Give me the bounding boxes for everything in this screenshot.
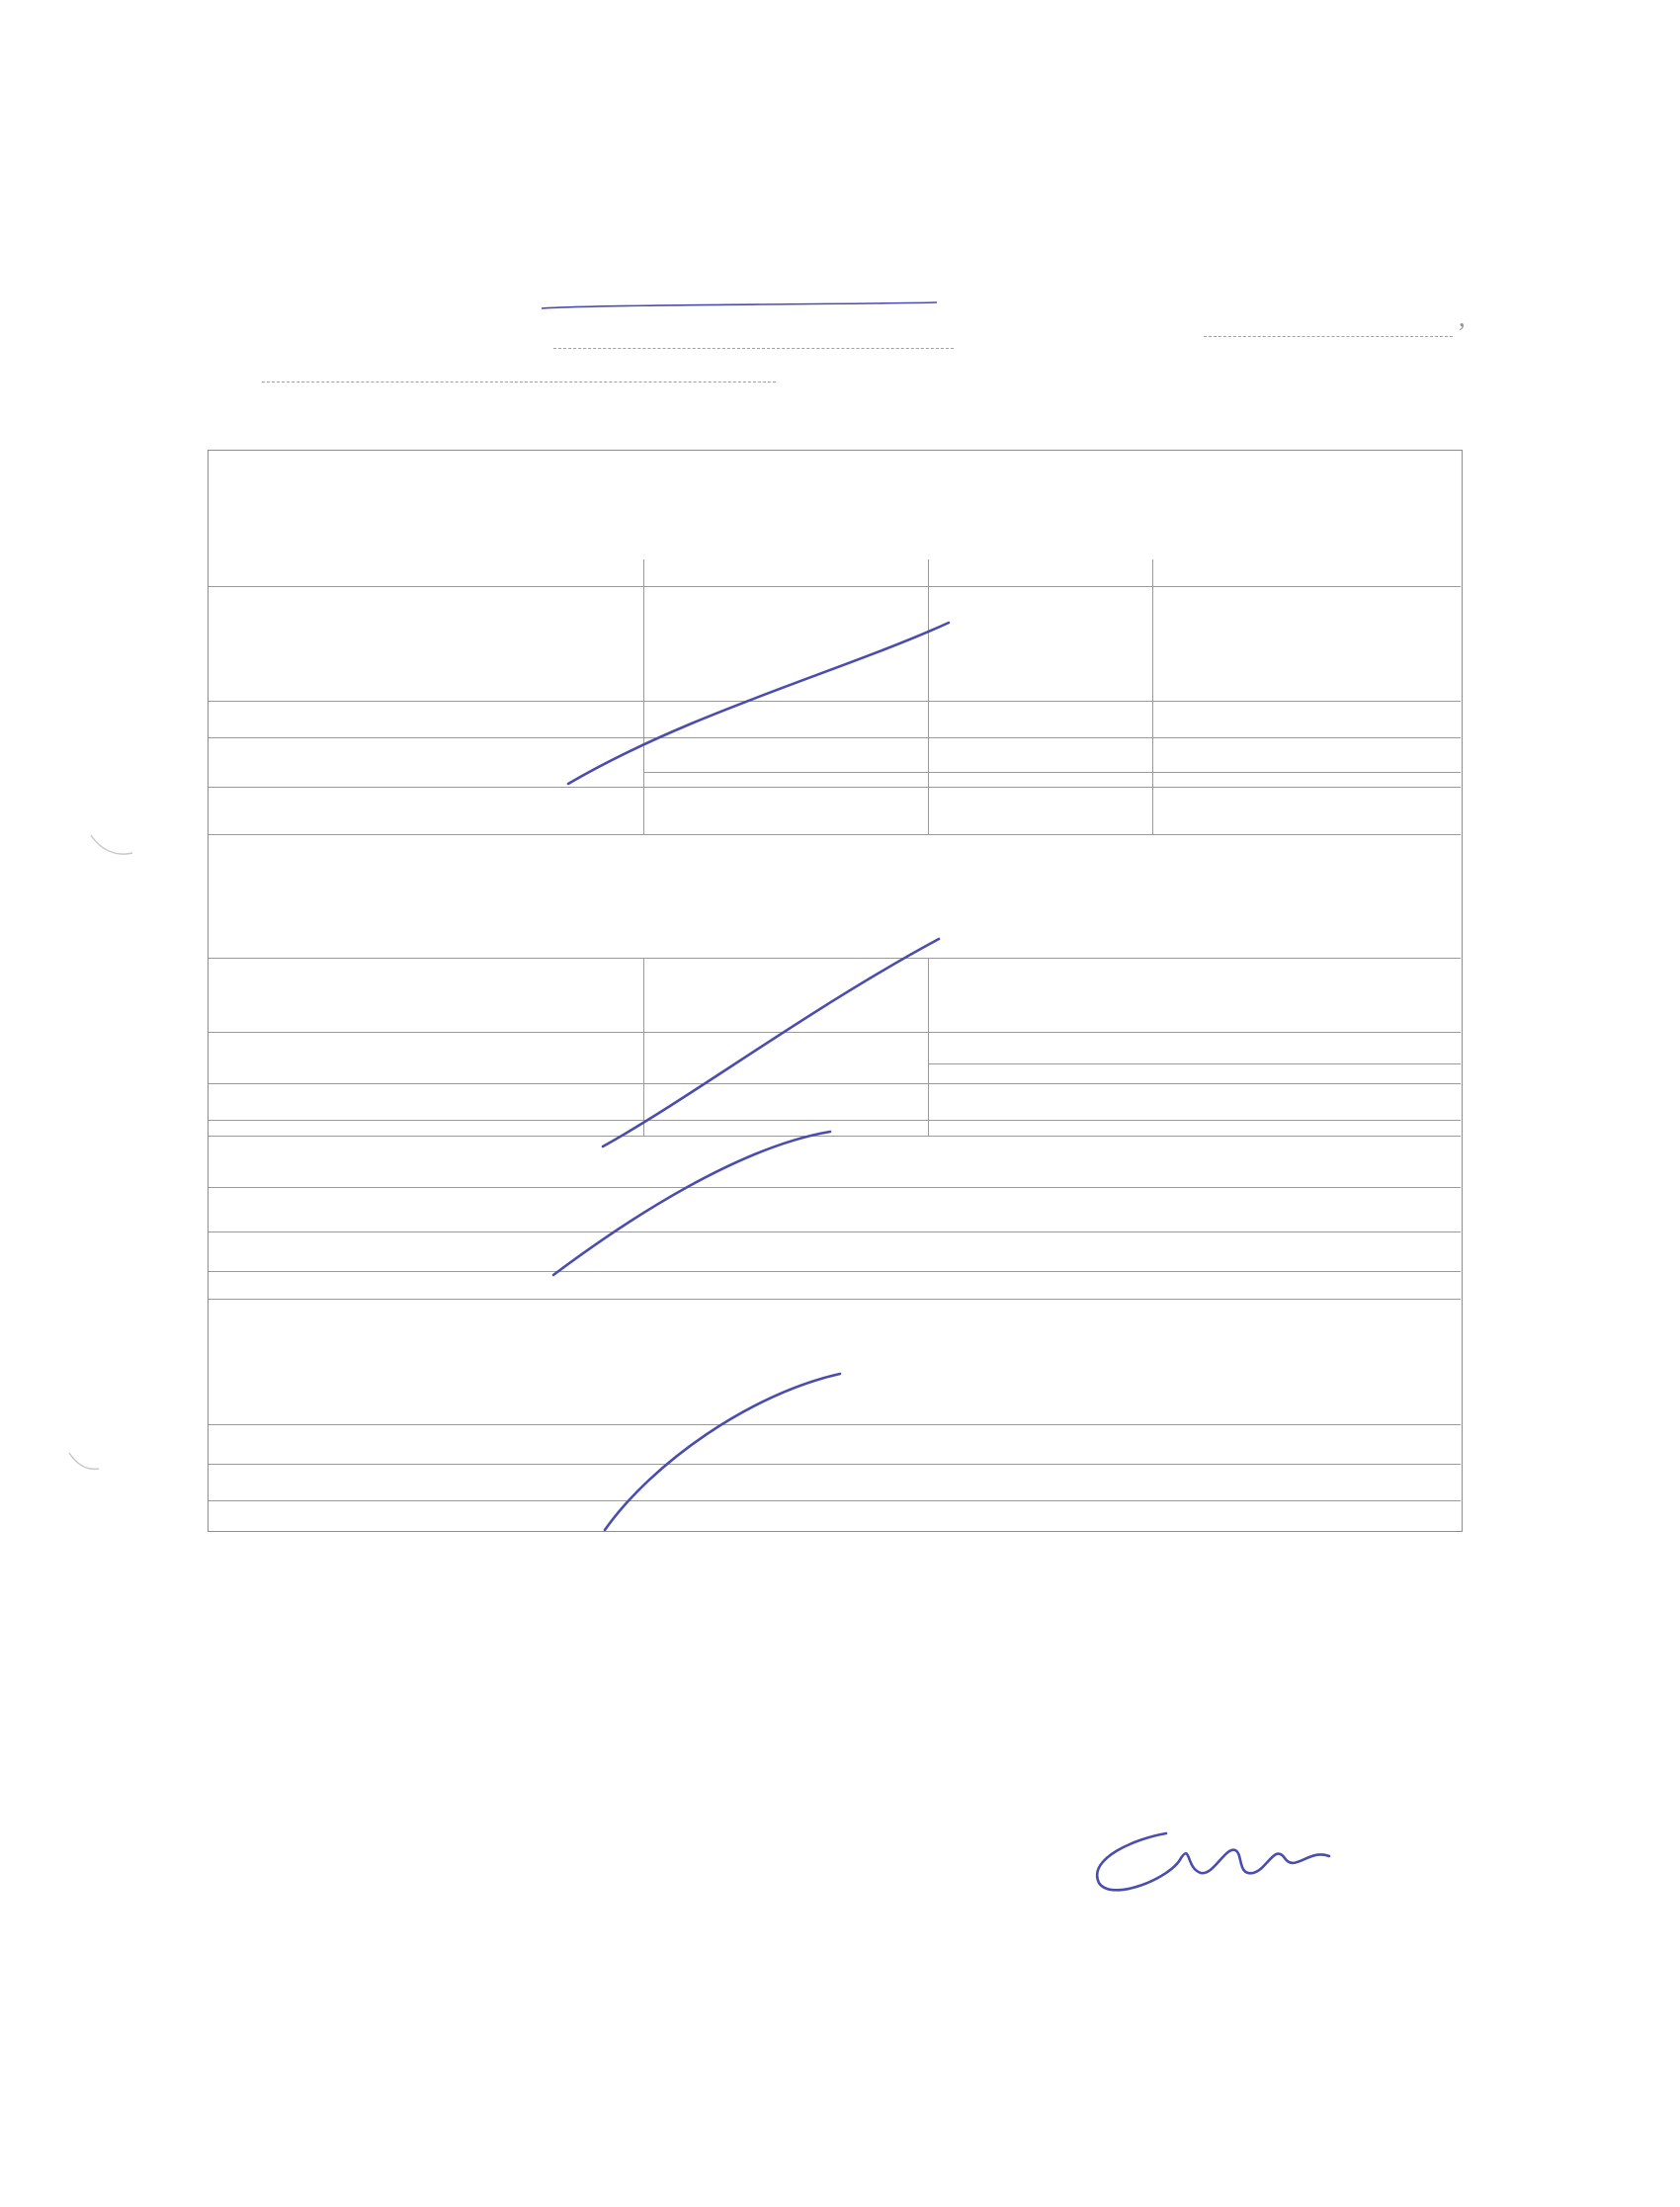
strike-section-4 bbox=[605, 1374, 840, 1530]
signature-scrawl bbox=[1097, 1833, 1329, 1890]
strike-section-1 bbox=[568, 623, 949, 784]
strike-section-3 bbox=[553, 1132, 830, 1275]
strike-section-2 bbox=[603, 939, 939, 1146]
